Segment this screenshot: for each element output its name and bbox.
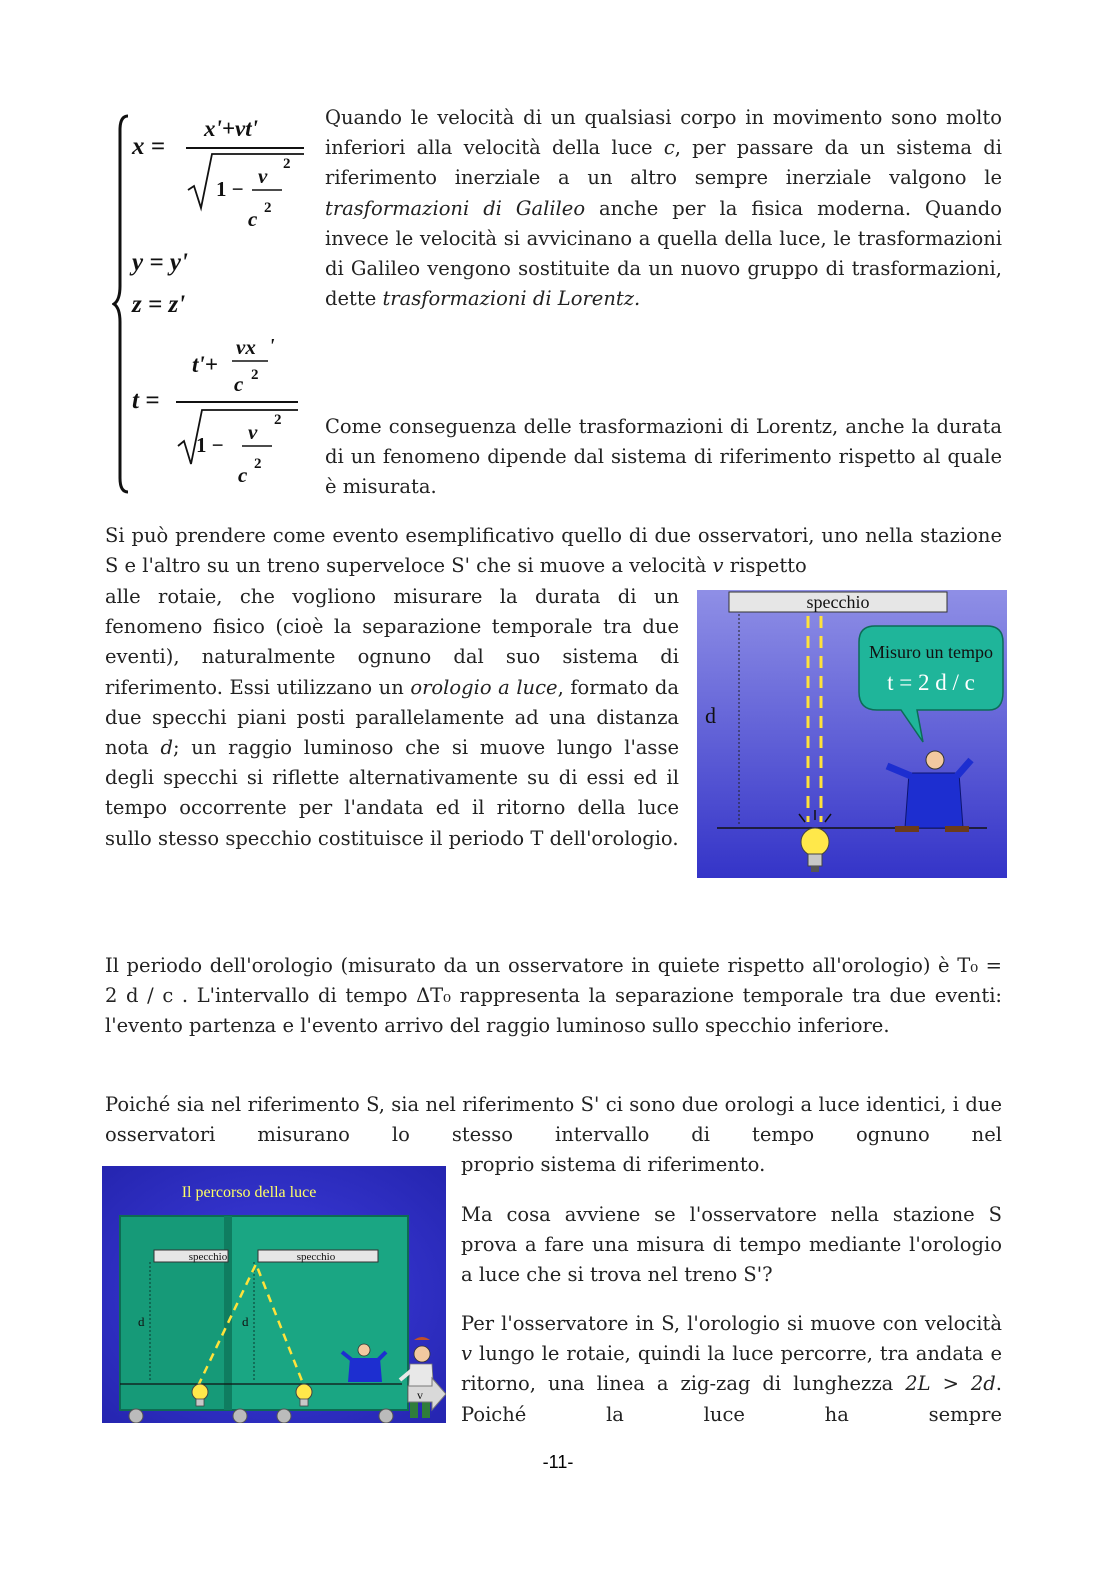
paragraph-example: Si può prendere come evento esemplificativo quello di due osservatori, uno nella stazione S e l'altro su un treno superveloce S' che si muove a velocità v rispetto (105, 524, 1002, 578)
y-equation: y = y' (132, 249, 188, 276)
figure2-d-left: d (138, 1314, 145, 1329)
t-sqrt-one: 1 − (196, 433, 224, 457)
t-c: c (238, 463, 248, 487)
figure2-velocity-label: v (417, 1388, 423, 1402)
page-number: -11- (542, 1452, 574, 1472)
paragraph-question: Ma cosa avviene se l'osservatore nella stazione S prova a fare una misura di tempo mediante l'orologio a luce che si trova nel treno S'? (461, 1203, 1002, 1287)
t-frac-top: vx (236, 335, 256, 359)
x-c-exp: 2 (264, 200, 272, 216)
x-c: c (248, 207, 258, 231)
x-numerator: x'+vt' (204, 116, 258, 141)
paragraph-period: Il periodo dell'orologio (misurato da un osservatore in quiete rispetto all'orologio) è T₀ = 2 d / c . L'intervallo di tempo ΔT₀ rappresenta la separazione temporale tra due eventi: l'evento partenza e l'evento arrivo del raggio luminoso sullo specchio inferiore. (105, 954, 1002, 1038)
figure1-d-label: d (705, 703, 716, 728)
paragraph-identical-clocks: Poiché sia nel riferimento S, sia nel riferimento S' ci sono due orologi a luce identici, i due osservatori misurano lo stesso intervallo di tempo ognuno nel (105, 1093, 1002, 1147)
figure1-bubble-line2: t = 2 d / c (887, 670, 975, 695)
paragraph-intro: Quando le velocità di un qualsiasi corpo in movimento sono molto inferiori alla velocità della luce c, per passare da un sistema di riferimento inerziale a un altro sempre inerziale valgono le trasformazioni di Galileo anche per la fisica moderna. Quando invece le velocità si avvicinano a quella della luce, le trasformazioni di Galileo vengono sostituite da un nuovo gruppo di trasformazioni, dette trasformazioni di Lorentz. (325, 106, 1002, 311)
figure-light-path (102, 1166, 446, 1423)
figure2-car-joint (224, 1216, 232, 1410)
z-equation: z = z' (132, 291, 186, 318)
t-frac-c: c (234, 372, 244, 396)
figure2-wheel-4 (379, 1409, 393, 1423)
lorentz-transformation-formula (112, 108, 312, 500)
formula-svg (112, 108, 312, 500)
figure2-mirror-right-label: specchio (296, 1251, 336, 1263)
figure1-mirror-label: specchio (806, 592, 870, 612)
t-lhs: t = (132, 387, 160, 414)
figure2-title: Il percorso della luce (181, 1184, 317, 1201)
figure2-mirror-left-label: specchio (188, 1251, 228, 1263)
x-lhs: x = (132, 133, 165, 160)
t-v: v (248, 420, 258, 444)
figure2-d-right: d (242, 1314, 249, 1329)
paragraph-light-clock: alle rotaie, che vogliono misurare la durata di un fenomeno fisico (cioè la separazione temporale tra due eventi), naturalmente ognuno dal suo sistema di riferimento. Essi utilizzano un orologio a luce, formato da due specchi piani posti parallelamente ad una distanza nota d; un raggio luminoso che si muove lungo l'asse degli specchi si riflette alternativamente su di essi ed il tempo occorrente per l'andata ed il ritorno della luce sullo stesso specchio costituisce il periodo T dell'orologio. (105, 585, 679, 850)
t-c-exp: 2 (254, 456, 262, 472)
figure1-svg (697, 590, 1007, 878)
t-numerator: t'+ (192, 352, 218, 377)
paragraph-consequence: Come conseguenza delle trasformazioni di Lorentz, anche la durata di un fenomeno dipende dal sistema di riferimento rispetto al quale è misurata. (325, 415, 1002, 499)
figure2-car-left (120, 1216, 232, 1410)
x-v-exp: 2 (283, 156, 291, 172)
left-brace (114, 116, 128, 492)
x-v: v (258, 164, 268, 188)
figure1-bubble-line1: Misuro un tempo (869, 642, 993, 662)
x-sqrt-one: 1 − (216, 177, 244, 201)
t-v-exp: 2 (274, 412, 282, 428)
t-frac-prime: ' (269, 335, 275, 357)
paragraph-identical-clocks-end: proprio sistema di riferimento. (461, 1153, 766, 1176)
figure2-wheel-3 (277, 1409, 291, 1423)
figure-light-clock-rest (697, 590, 1007, 878)
t-frac-c-exp: 2 (251, 367, 259, 383)
figure2-svg (102, 1166, 446, 1423)
paragraph-zigzag: Per l'osservatore in S, l'orologio si muove con velocità v lungo le rotaie, quindi la luce percorre, tra andata e ritorno, una linea a zig-zag di lunghezza 2L > 2d. Poiché la luce ha sempre (461, 1312, 1002, 1426)
figure2-wheel-1 (129, 1409, 143, 1423)
figure2-wheel-2 (233, 1409, 247, 1423)
